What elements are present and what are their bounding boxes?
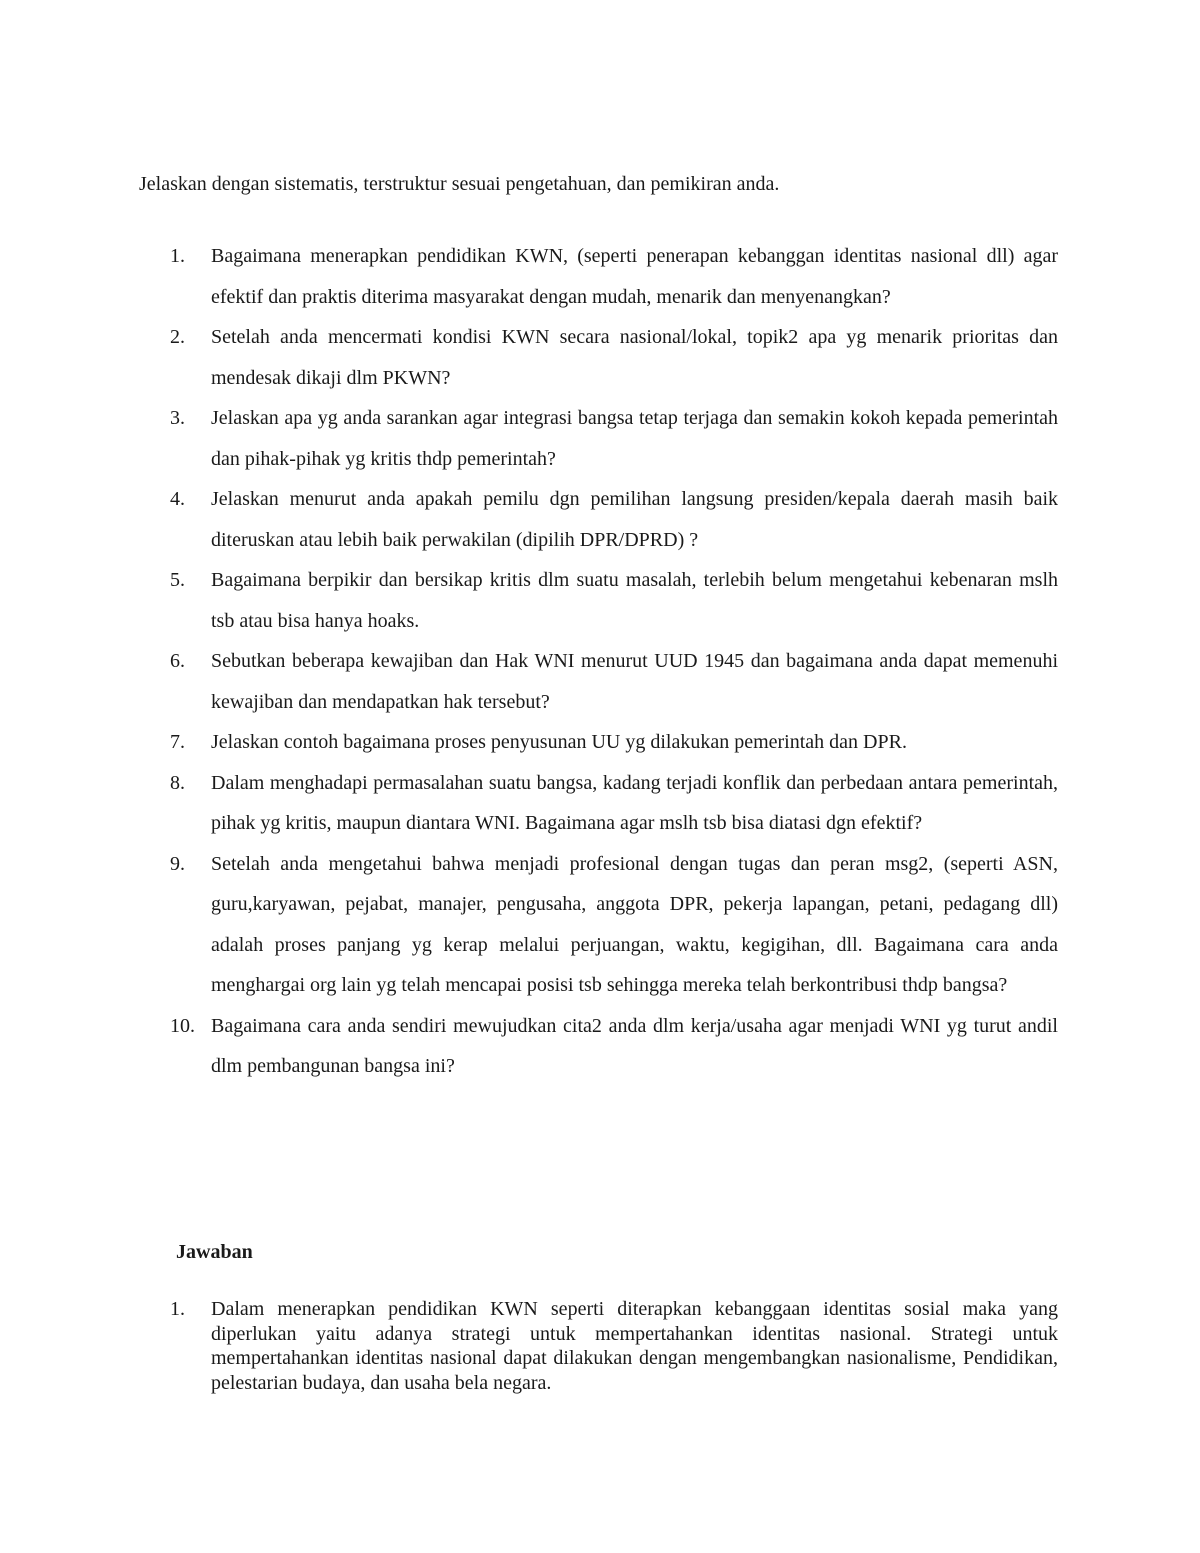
answers-heading: Jawaban — [176, 1241, 253, 1263]
question-item — [170, 398, 1058, 479]
question-number: 9. — [170, 852, 185, 875]
question-text: Jelaskan contoh bagaimana proses penyusunan UU yg dilakukan pemerintah dan DPR. — [211, 731, 907, 753]
question-number: 4. — [170, 488, 185, 510]
answer-list — [170, 1297, 1058, 1395]
question-item — [170, 560, 1058, 641]
question-text: Setelah anda mencermati kondisi KWN secara nasional/lokal, topik2 apa yg menarik prioritas dan mendesak dikaji dlm PKWN? — [211, 326, 1058, 389]
question-item — [170, 722, 1058, 763]
question-number: 5. — [170, 569, 185, 591]
question-text: Jelaskan menurut anda apakah pemilu dgn pemilihan langsung presiden/kepala daerah masih baik diteruskan atau lebih baik perwakilan (dipilih DPR/DPRD) ? — [211, 488, 1058, 551]
intro-instruction: Jelaskan dengan sistematis, terstruktur sesuai pengetahuan, dan pemikiran anda. — [139, 173, 780, 195]
question-number: 3. — [170, 407, 185, 429]
question-text: Jelaskan apa yg anda sarankan agar integrasi bangsa tetap terjaga dan semakin kokoh kepada pemerintah dan pihak-pihak yg kritis thdp pemerintah? — [211, 407, 1058, 470]
answer-item — [170, 1297, 1058, 1395]
answer-number: 1. — [170, 1298, 185, 1320]
question-text: Dalam menghadapi permasalahan suatu bangsa, kadang terjadi konflik dan perbedaan antara pemerintah, pihak yg kritis, maupun diantara WNI. Bagaimana agar mslh tsb bisa diatasi dgn efektif? — [211, 771, 1058, 834]
question-item — [170, 1006, 1058, 1087]
question-text: Sebutkan beberapa kewajiban dan Hak WNI menurut UUD 1945 dan bagaimana anda dapat memenuhi kewajiban dan mendapatkan hak tersebut? — [211, 650, 1058, 713]
question-item — [170, 641, 1058, 722]
question-item — [170, 844, 1058, 1006]
question-number: 8. — [170, 771, 185, 794]
question-number: 6. — [170, 650, 185, 672]
question-list — [170, 236, 1058, 1087]
answer-text: Dalam menerapkan pendidikan KWN seperti diterapkan kebanggaan identitas sosial maka yang diperlukan yaitu adanya strategi untuk mempertahankan identitas nasional. Strategi untuk mempertahankan identitas nasional dapat dilakukan dengan mengembangkan nasionalisme, Pendidikan, pelestarian budaya, dan usaha bela negara. — [211, 1298, 1058, 1394]
question-text: Bagaimana berpikir dan bersikap kritis dlm suatu masalah, terlebih belum mengetahui kebenaran mslh tsb atau bisa hanya hoaks. — [211, 569, 1058, 632]
question-number: 1. — [170, 245, 185, 267]
question-text: Setelah anda mengetahui bahwa menjadi profesional dengan tugas dan peran msg2, (seperti ASN, guru,karyawan, pejabat, manajer, pengusaha, anggota DPR, pekerja lapangan, petani, pedagang dll) adalah proses panjang yg kerap melalui perjuangan, waktu, kegigihan, dll. Bagaimana cara anda menghargai org lain yg telah mencapai posisi tsb sehingga mereka telah berkontribusi thdp bangsa? — [211, 852, 1058, 996]
question-item — [170, 479, 1058, 560]
question-text: Bagaimana cara anda sendiri mewujudkan cita2 anda dlm kerja/usaha agar menjadi WNI yg turut andil dlm pembangunan bangsa ini? — [211, 1014, 1058, 1077]
question-item — [170, 236, 1058, 317]
question-number: 10. — [170, 1014, 195, 1037]
question-item — [170, 317, 1058, 398]
question-text: Bagaimana menerapkan pendidikan KWN, (seperti penerapan kebanggan identitas nasional dll) agar efektif dan praktis diterima masyarakat dengan mudah, menarik dan menyenangkan? — [211, 245, 1058, 308]
question-item — [170, 763, 1058, 844]
question-number: 2. — [170, 326, 185, 348]
question-number: 7. — [170, 731, 185, 753]
